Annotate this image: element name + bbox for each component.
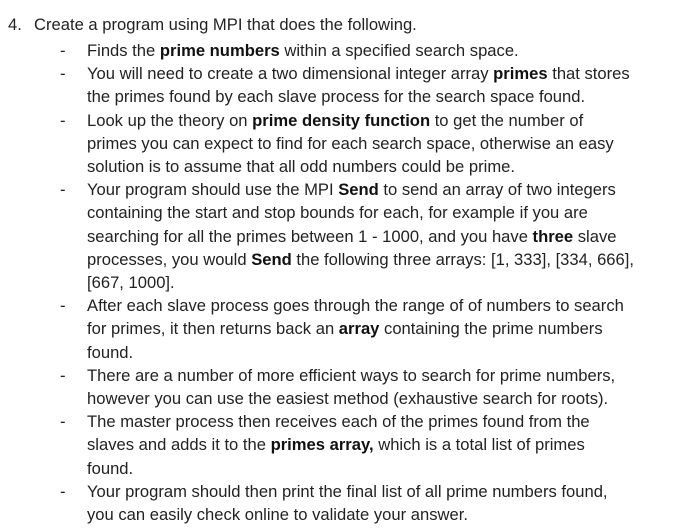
text-run: Look up the theory on: [87, 110, 253, 130]
text-run: There are a number of more efficient ways to search for prime numbers,: [87, 365, 616, 385]
bold-term: Send: [338, 180, 379, 200]
text-line: [87, 294, 670, 317]
dash-marker: -: [60, 41, 66, 60]
text-line: [87, 341, 670, 364]
text-run: slave: [573, 226, 617, 246]
bullet-item: [0, 480, 678, 526]
text-run: The master process then receives each of the primes found from the: [87, 412, 590, 432]
text-line: [87, 433, 670, 456]
dash-marker: -: [60, 412, 66, 432]
text-line: [87, 410, 670, 433]
text-line: [87, 317, 670, 340]
bold-term: Send: [251, 249, 292, 269]
text-run: to send an array of two integers: [378, 180, 616, 200]
text-line: [87, 364, 670, 387]
text-line: [87, 201, 670, 224]
numbered-item-heading: [8, 13, 417, 36]
text-run: which is a total list of primes: [373, 435, 585, 455]
text-run: however you can use the easiest method (exhaustive search for roots).: [87, 389, 609, 409]
text-line: [87, 248, 670, 271]
text-run: within a specified search space.: [279, 41, 519, 60]
bold-term: three: [532, 226, 574, 246]
text-line: [87, 155, 670, 178]
text-run: to get the number of: [430, 110, 584, 130]
text-run: processes, you would: [87, 249, 252, 269]
text-line: [87, 178, 670, 201]
bold-term: prime density function: [252, 110, 431, 130]
bold-term: array: [338, 319, 380, 339]
text-line: [87, 132, 670, 155]
text-run: Your program should use the MPI: [87, 180, 339, 200]
item-heading-text: Create a program using MPI that does the following.: [34, 15, 417, 34]
bullet-item: [0, 109, 678, 179]
bullet-item: [0, 294, 678, 364]
text-run: containing the prime numbers: [379, 319, 603, 339]
dash-marker: -: [60, 365, 66, 385]
dash-marker: -: [60, 180, 66, 200]
bullet-list: [0, 39, 678, 526]
bold-term: primes: [493, 64, 548, 84]
text-run: for primes, it then returns back an: [87, 319, 339, 339]
text-run: You will need to create a two dimensional integer array: [87, 64, 494, 84]
text-run: solution is to assume that all odd numbers could be prime.: [87, 157, 515, 177]
bold-term: prime numbers: [159, 41, 280, 60]
text-line: [87, 457, 670, 480]
text-run: [667, 1000].: [87, 273, 175, 293]
text-line: [87, 62, 670, 85]
bold-term: primes array,: [270, 435, 374, 455]
text-run: you can easily check online to validate your answer.: [87, 505, 468, 525]
text-line: [87, 387, 670, 410]
dash-marker: -: [60, 64, 66, 84]
text-line: [87, 225, 670, 248]
dash-marker: -: [60, 296, 66, 316]
bullet-item: [0, 410, 678, 480]
text-run: Your program should then print the final list of all prime numbers found,: [87, 481, 608, 501]
text-run: found.: [87, 458, 134, 478]
bullet-item: [0, 62, 678, 108]
text-run: Finds the: [87, 41, 160, 60]
text-run: that stores: [547, 64, 630, 84]
item-number: 4.: [8, 15, 22, 34]
text-run: found.: [87, 342, 134, 362]
text-line: [87, 480, 670, 503]
text-run: the primes found by each slave process for the search space found.: [87, 87, 586, 107]
bullet-item: [0, 39, 678, 62]
text-run: After each slave process goes through the range of of numbers to search: [87, 296, 624, 316]
text-line: [87, 39, 670, 62]
bullet-item: [0, 364, 678, 410]
text-run: containing the start and stop bounds for each, for example if you are: [87, 203, 588, 223]
dash-marker: -: [60, 481, 66, 501]
bullet-item: [0, 178, 678, 294]
text-line: [87, 109, 670, 132]
dash-marker: -: [60, 110, 66, 130]
text-line: [87, 271, 670, 294]
text-run: searching for all the primes between 1 - 1000, and you have: [87, 226, 533, 246]
text-line: [87, 85, 670, 108]
text-run: primes you can expect to find for each search space, otherwise an easy: [87, 133, 614, 153]
text-run: slaves and adds it to the: [87, 435, 271, 455]
text-run: the following three arrays: [1, 333], [334, 666],: [291, 249, 634, 269]
text-line: [87, 503, 670, 526]
